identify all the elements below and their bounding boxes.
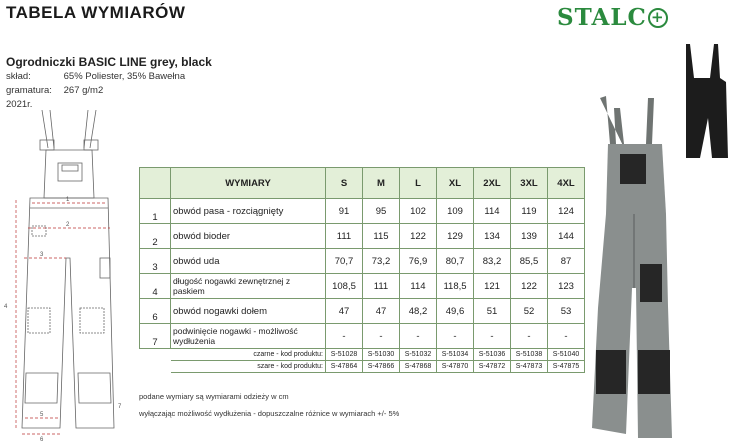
brand-logo xyxy=(557,4,668,31)
overalls-technical-drawing xyxy=(0,108,135,441)
size-table xyxy=(139,167,585,373)
composition-label: skład: xyxy=(6,71,31,82)
cell: 47 xyxy=(326,299,363,324)
row-name: długość nogawki zewnętrznej z paskiem xyxy=(171,274,326,299)
code-spacer xyxy=(140,349,171,361)
cell: 87 xyxy=(548,249,585,274)
header-size-2xl: 2XL xyxy=(474,168,511,199)
code-cell: S-47868 xyxy=(400,361,437,373)
brand-logo-plus: + xyxy=(648,8,668,28)
cell: - xyxy=(511,324,548,349)
cell: 121 xyxy=(474,274,511,299)
cell: - xyxy=(548,324,585,349)
row-index: 7 xyxy=(140,324,171,349)
diagram-label-1: 1 xyxy=(66,197,70,203)
header-size-s: S xyxy=(326,168,363,199)
cell: 102 xyxy=(400,199,437,224)
cell: 123 xyxy=(548,274,585,299)
product-photo xyxy=(586,38,730,438)
page-title: TABELA WYMIARÓW xyxy=(6,3,186,22)
diagram-label-3: 3 xyxy=(40,252,44,258)
header-measure: WYMIARY xyxy=(171,168,326,199)
cell: - xyxy=(400,324,437,349)
black-overalls-photo xyxy=(686,44,728,158)
code-cell: S-47875 xyxy=(548,361,585,373)
cell: 48,2 xyxy=(400,299,437,324)
product-name: Ogrodniczki BASIC LINE grey, black xyxy=(6,55,212,69)
code-cell: S-47866 xyxy=(363,361,400,373)
code-cell: S-47870 xyxy=(437,361,474,373)
cell: 91 xyxy=(326,199,363,224)
cell: 47 xyxy=(363,299,400,324)
cell: 80,7 xyxy=(437,249,474,274)
cell: 119 xyxy=(511,199,548,224)
row-name: podwinięcie nogawki - możliwość wydłużenia xyxy=(171,324,326,349)
composition-value: 65% Poliester, 35% Bawełna xyxy=(63,71,186,82)
diagram-label-6: 6 xyxy=(40,437,44,441)
footnote-tolerance: wyłączając możliwość wydłużenia - dopuszczalne różnice w wymiarach +/- 5% xyxy=(139,409,400,418)
cell: 114 xyxy=(474,199,511,224)
code-cell: S-51028 xyxy=(326,349,363,361)
row-name: obwód uda xyxy=(171,249,326,274)
weight-row xyxy=(6,85,103,96)
code-spacer xyxy=(140,361,171,373)
row-index: 6 xyxy=(140,299,171,324)
composition-row xyxy=(6,71,185,82)
cell: 118,5 xyxy=(437,274,474,299)
code-cell: S-51036 xyxy=(474,349,511,361)
row-index: 1 xyxy=(140,199,171,224)
diagram-label-7: 7 xyxy=(118,404,122,410)
weight-label: gramatura: xyxy=(6,85,52,96)
cell: 139 xyxy=(511,224,548,249)
year: 2021r. xyxy=(6,99,33,110)
weight-value: 267 g/m2 xyxy=(63,85,104,96)
cell: 53 xyxy=(548,299,585,324)
cell: 49,6 xyxy=(437,299,474,324)
brand-logo-text: STALC xyxy=(557,4,647,31)
cell: - xyxy=(437,324,474,349)
code-label-grey: szare - kod produktu: xyxy=(171,361,326,373)
diagram-label-4: 4 xyxy=(4,304,8,310)
diagram-label-2: 2 xyxy=(66,222,70,228)
code-cell: S-47864 xyxy=(326,361,363,373)
cell: - xyxy=(474,324,511,349)
table-row xyxy=(140,299,585,324)
cell: - xyxy=(326,324,363,349)
table-row xyxy=(140,274,585,299)
cell: 95 xyxy=(363,199,400,224)
product-code-row-black xyxy=(140,349,585,361)
code-cell: S-47873 xyxy=(511,361,548,373)
cell: 51 xyxy=(474,299,511,324)
cell: 73,2 xyxy=(363,249,400,274)
row-name: obwód nogawki dołem xyxy=(171,299,326,324)
row-index: 4 xyxy=(140,274,171,299)
table-row xyxy=(140,324,585,349)
size-table-header-row xyxy=(140,168,585,199)
cell: 134 xyxy=(474,224,511,249)
header-corner xyxy=(140,168,171,199)
table-row xyxy=(140,224,585,249)
header-size-xl: XL xyxy=(437,168,474,199)
row-name: obwód bioder xyxy=(171,224,326,249)
cell: 76,9 xyxy=(400,249,437,274)
cell: 122 xyxy=(511,274,548,299)
cell: 85,5 xyxy=(511,249,548,274)
code-cell: S-47872 xyxy=(474,361,511,373)
table-row xyxy=(140,249,585,274)
cell: 52 xyxy=(511,299,548,324)
cell: 114 xyxy=(400,274,437,299)
cell: 111 xyxy=(363,274,400,299)
code-cell: S-51038 xyxy=(511,349,548,361)
code-cell: S-51030 xyxy=(363,349,400,361)
footnote-units: podane wymiary są wymiarami odzieży w cm xyxy=(139,392,289,401)
code-label-black: czarne - kod produktu: xyxy=(171,349,326,361)
grey-overalls-photo xyxy=(592,96,672,438)
cell: 108,5 xyxy=(326,274,363,299)
cell: 124 xyxy=(548,199,585,224)
cell: 144 xyxy=(548,224,585,249)
cell: 129 xyxy=(437,224,474,249)
row-index: 2 xyxy=(140,224,171,249)
table-row xyxy=(140,199,585,224)
cell: 115 xyxy=(363,224,400,249)
row-name: obwód pasa - rozciągnięty xyxy=(171,199,326,224)
header-size-3xl: 3XL xyxy=(511,168,548,199)
header-size-l: L xyxy=(400,168,437,199)
code-cell: S-51032 xyxy=(400,349,437,361)
cell: 122 xyxy=(400,224,437,249)
diagram-label-5: 5 xyxy=(40,412,44,418)
product-code-row-grey xyxy=(140,361,585,373)
row-index: 3 xyxy=(140,249,171,274)
cell: 70,7 xyxy=(326,249,363,274)
code-cell: S-51040 xyxy=(548,349,585,361)
header-size-m: M xyxy=(363,168,400,199)
code-cell: S-51034 xyxy=(437,349,474,361)
cell: 83,2 xyxy=(474,249,511,274)
header-size-4xl: 4XL xyxy=(548,168,585,199)
cell: 109 xyxy=(437,199,474,224)
cell: - xyxy=(363,324,400,349)
cell: 111 xyxy=(326,224,363,249)
